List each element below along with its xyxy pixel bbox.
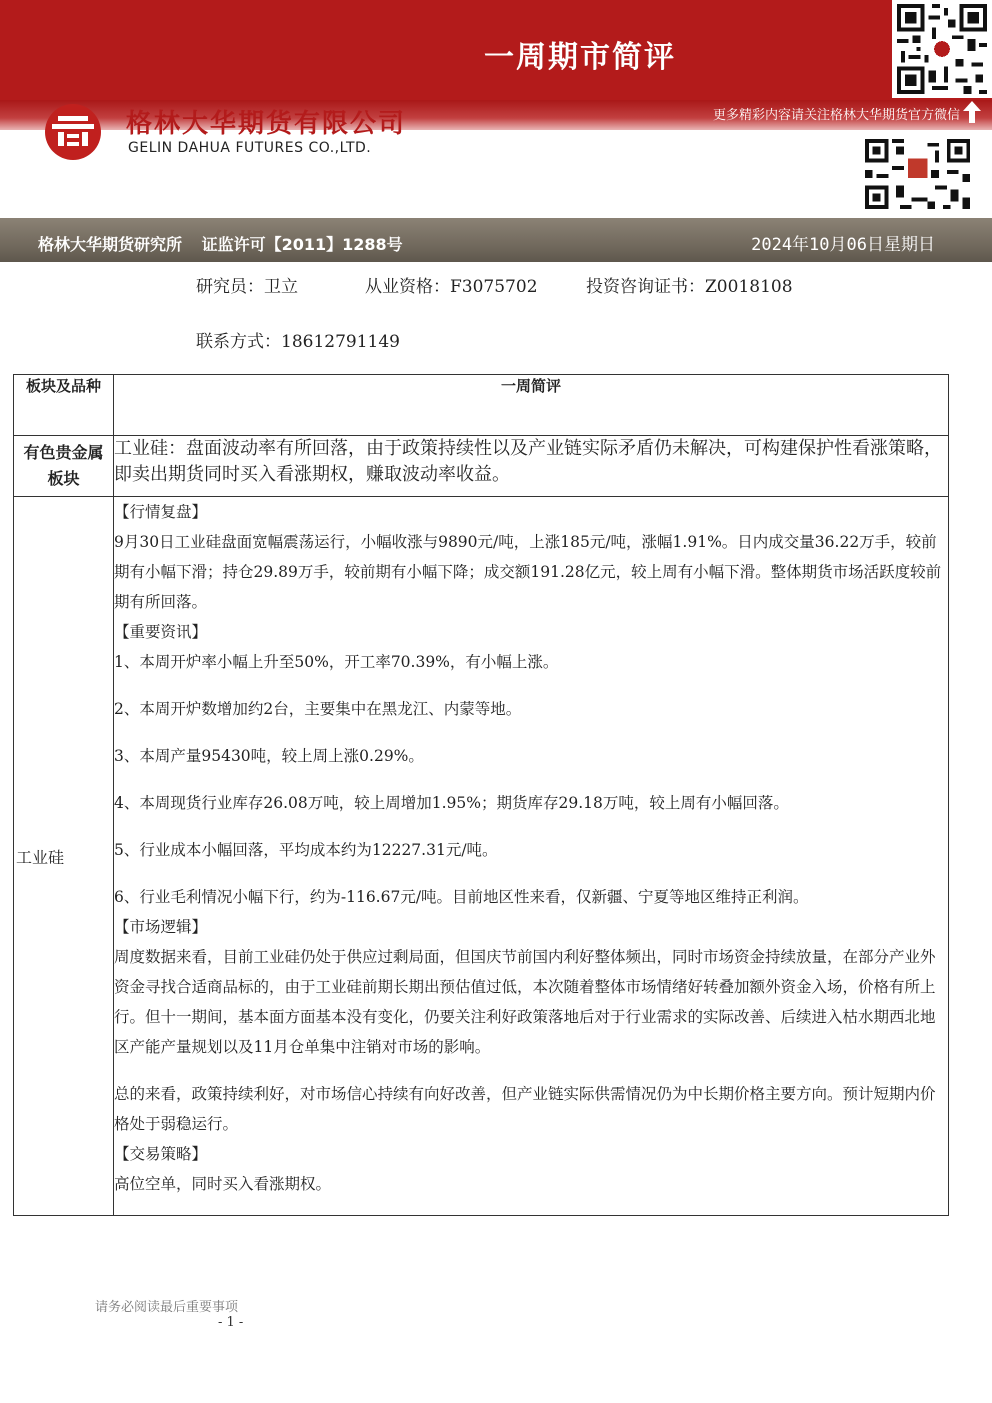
logic-text: 周度数据来看，目前工业硅仍处于供应过剩局面，但国庆节前国内利好整体频出，同时市场资金持续放量，在部分产业外资金寻找合适商品标的，由于工业硅前期长期出预估值过低，本次随着整体市场情绪好转叠加额外资金入场，价格有所上行。但十一期间，基本面方面基本没有变化，仍要关注利好政策落地后对于行业需求的实际改善、后续进入枯水期西北地区产能产量规划以及11月仓单集中注销对市场的影响。: [114, 948, 936, 1056]
contact-number: 18612791149: [281, 332, 400, 352]
news-item: 5、行业成本小幅回落，平均成本约为12227.31元/吨。: [114, 841, 498, 859]
company-name-en: GELIN DAHUA FUTURES CO.,LTD.: [128, 140, 372, 156]
review-table: [13, 374, 949, 1216]
report-title: 一周期市简评: [484, 40, 676, 75]
strategy-section-title: 【交易策略】: [114, 1145, 208, 1163]
certificate-label: 投资咨询证书：: [586, 277, 705, 297]
table-header-row: [14, 375, 949, 436]
researcher-label: 研究员：: [196, 277, 264, 297]
qr-code-icon: [860, 135, 975, 213]
qualification-label: 从业资格：: [365, 277, 450, 297]
news-item: 3、本周产量95430吨，较上周上涨0.29%。: [114, 747, 424, 765]
variety-review: [114, 497, 949, 1216]
news-item: 6、行业毛利情况小幅下行，约为-116.67元/吨。目前地区性来看，仅新疆、宁夏等地区维持正利润。: [114, 888, 809, 906]
contact-label: 联系方式：: [196, 332, 281, 352]
researcher-name: 卫立: [264, 277, 298, 297]
table-row: [14, 436, 949, 497]
news-item: 4、本周现货行业库存26.08万吨，较上周增加1.95%；期货库存29.18万吨，较上周有小幅回落。: [114, 794, 789, 812]
sector-summary: 工业硅：盘面波动率有所回落，由于政策持续性以及产业链实际矛盾仍未解决，可构建保护性看涨策略，即卖出期货同时买入看涨期权，赚取波动率收益。: [114, 436, 949, 497]
wechat-note: 更多精彩内容请关注格林大华期货官方微信: [712, 108, 960, 123]
qualification-number: F3075702: [450, 277, 538, 297]
logic-section-title: 【市场逻辑】: [114, 918, 208, 936]
sector-name: 有色贵金属板块: [14, 436, 114, 497]
review-section-title: 【行情复盘】: [114, 503, 208, 521]
certificate-info: [586, 272, 793, 297]
variety-name: 工业硅: [14, 497, 114, 1216]
news-item: 1、本周开炉率小幅上升至50%，开工率70.39%，有小幅上涨。: [114, 653, 559, 671]
review-text: 9月30日工业硅盘面宽幅震荡运行，小幅收涨与9890元/吨，上涨185元/吨，涨幅1.91%。日内成交量36.22万手，较前期有小幅下滑；持仓29.89万手，较前期有小幅下降；成交额191.28亿元，较上周有小幅下滑。整体期货市场活跃度较前期有所回落。: [114, 533, 942, 611]
contact-info: [196, 327, 400, 352]
news-item: 2、本周开炉数增加约2台，主要集中在黑龙江、内蒙等地。: [114, 700, 522, 718]
institute-line: [38, 232, 403, 255]
researcher-info: [196, 272, 298, 297]
institute-name: 格林大华期货研究所: [38, 235, 183, 254]
page-number: - 1 -: [218, 1315, 244, 1330]
company-logo-icon: [38, 102, 108, 162]
column-header-sector: 板块及品种: [14, 375, 114, 436]
column-header-review: 一周简评: [114, 375, 949, 436]
footer-notice: 请务必阅读最后重要事项: [95, 1300, 239, 1315]
qualification-info: [365, 272, 538, 297]
up-arrow-icon: [962, 100, 982, 124]
strategy-text: 高位空单，同时买入看涨期权。: [114, 1175, 332, 1193]
conclusion-text: 总的来看，政策持续利好，对市场信心持续有向好改善，但产业链实际供需情况仍为中长期价格主要方向。预计短期内价格处于弱稳运行。: [114, 1085, 936, 1133]
company-name-cn: 格林大华期货有限公司: [126, 109, 407, 139]
qr-code-icon: [892, 0, 992, 98]
certificate-number: Z0018108: [705, 277, 793, 297]
table-row: [14, 497, 949, 1216]
news-section-title: 【重要资讯】: [114, 623, 208, 641]
license-number: 证监许可【2011】1288号: [201, 235, 403, 254]
report-date: 2024年10月06日星期日: [751, 235, 935, 255]
